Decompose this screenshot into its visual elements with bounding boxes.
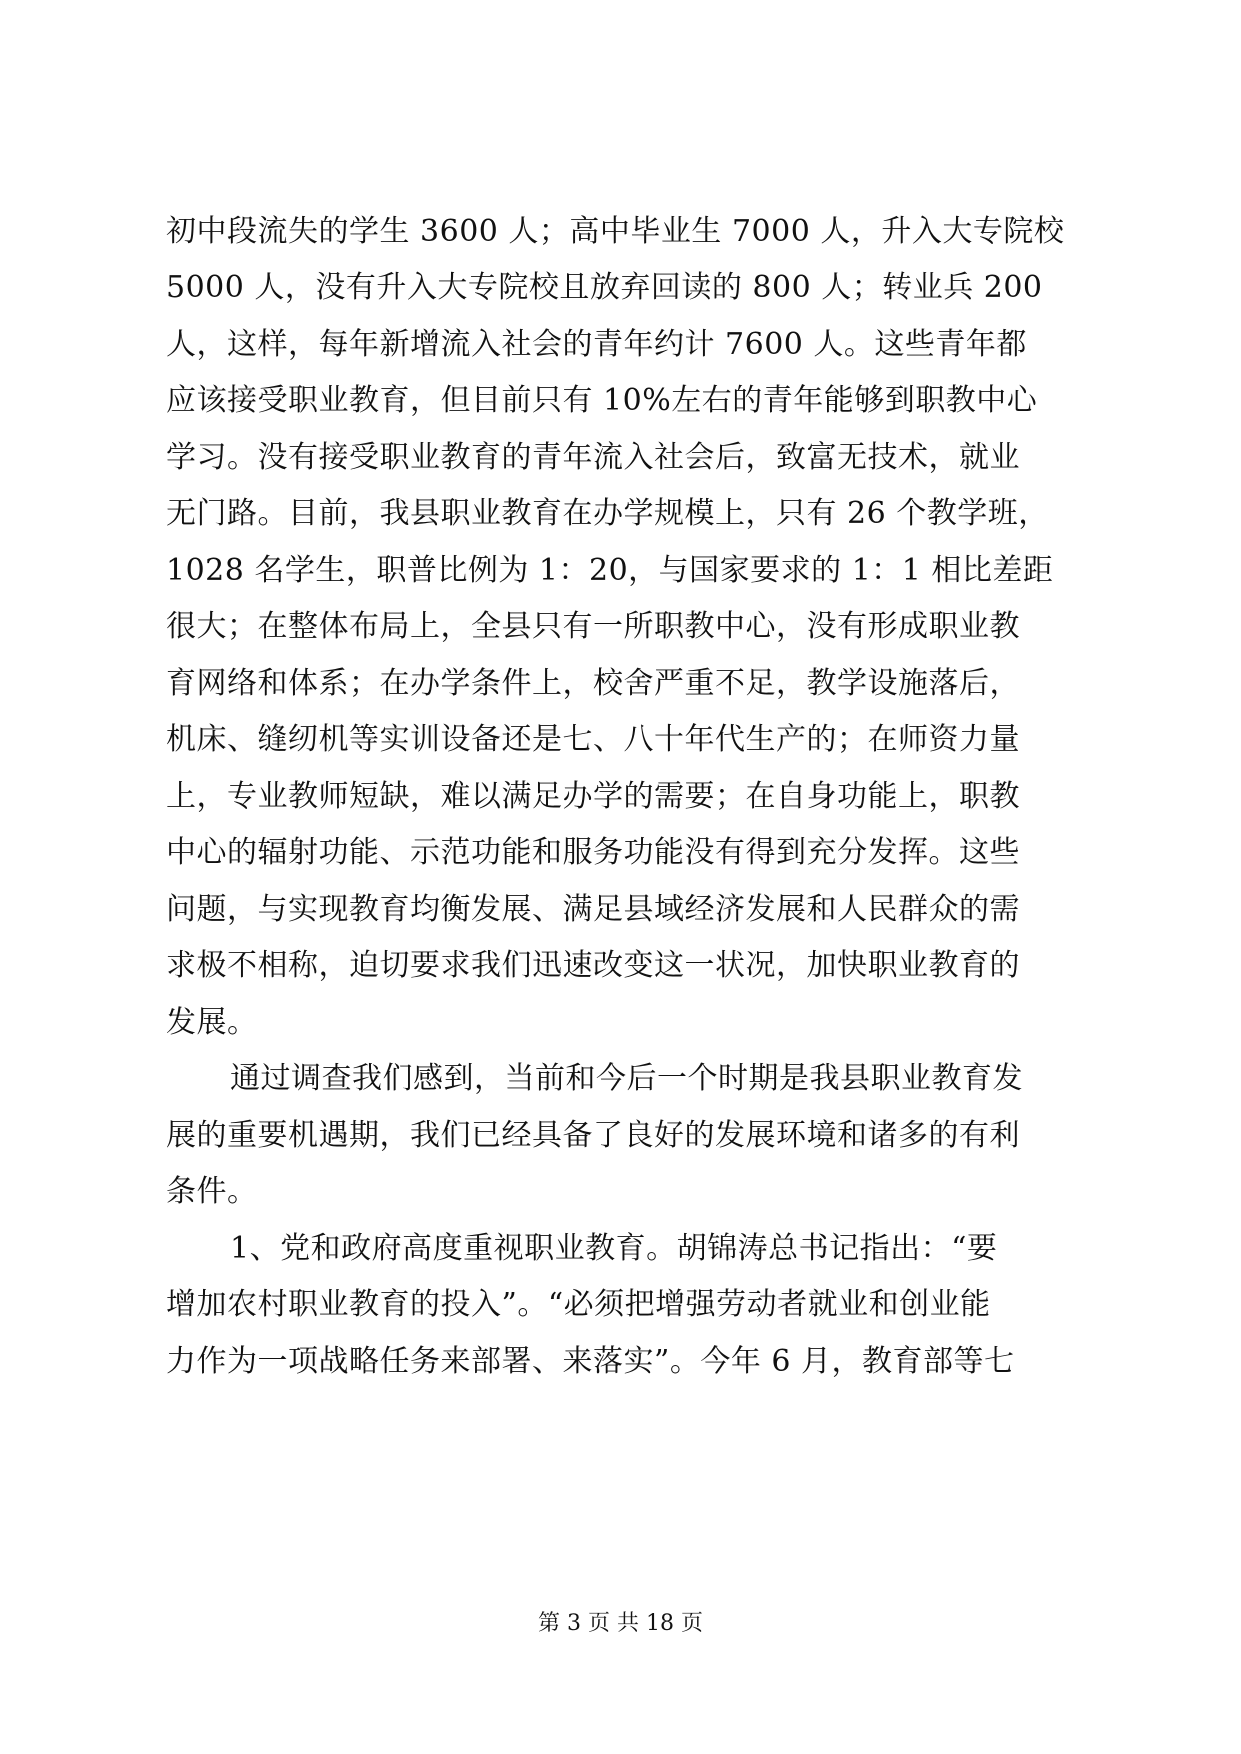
body-text-line: 应该接受职业教育，但目前只有 10%左右的青年能够到职教中心 [166,383,1038,418]
body-text-line: 展的重要机遇期，我们已经具备了良好的发展环境和诸多的有利 [166,1118,1020,1153]
body-text-line: 育网络和体系；在办学条件上，校舍严重不足，教学设施落后， [166,666,1020,701]
paragraph-first-line: 通过调查我们感到，当前和今后一个时期是我县职业教育发 [230,1061,1023,1096]
body-text-line: 人，这样，每年新增流入社会的青年约计 7600 人。这些青年都 [166,327,1027,362]
body-text-line: 条件。 [166,1174,258,1209]
body-text-line: 力作为一项战略任务来部署、来落实”。今年 6 月，教育部等七 [166,1344,1015,1379]
body-text-line: 1028 名学生，职普比例为 1：20，与国家要求的 1：1 相比差距 [166,553,1054,588]
body-text-line: 问题，与实现教育均衡发展、满足县域经济发展和人民群众的需 [166,892,1020,927]
body-text-line: 初中段流失的学生 3600 人；高中毕业生 7000 人，升入大专院校 [166,214,1065,249]
body-text-line: 中心的辐射功能、示范功能和服务功能没有得到充分发挥。这些 [166,835,1020,870]
body-text-line: 5000 人，没有升入大专院校且放弃回读的 800 人；转业兵 200 [166,270,1043,305]
body-text-line: 无门路。目前，我县职业教育在办学规模上，只有 26 个教学班， [166,496,1049,531]
body-text-line: 上，专业教师短缺，难以满足办学的需要；在自身功能上，职教 [166,779,1020,814]
body-text-line: 很大；在整体布局上，全县只有一所职教中心，没有形成职业教 [166,609,1020,644]
page-number-footer: 第 3 页 共 18 页 [538,1611,703,1636]
body-text-line: 增加农村职业教育的投入”。“必须把增强劳动者就业和创业能 [166,1287,991,1322]
body-text-line: 机床、缝纫机等实训设备还是七、八十年代生产的；在师资力量 [166,722,1020,757]
paragraph-first-line: 1、党和政府高度重视职业教育。胡锦涛总书记指出：“要 [230,1231,998,1266]
body-text-line: 求极不相称，迫切要求我们迅速改变这一状况，加快职业教育的 [166,948,1020,983]
body-text-line: 学习。没有接受职业教育的青年流入社会后，致富无技术，就业 [166,440,1020,475]
body-text-line: 发展。 [166,1005,258,1040]
